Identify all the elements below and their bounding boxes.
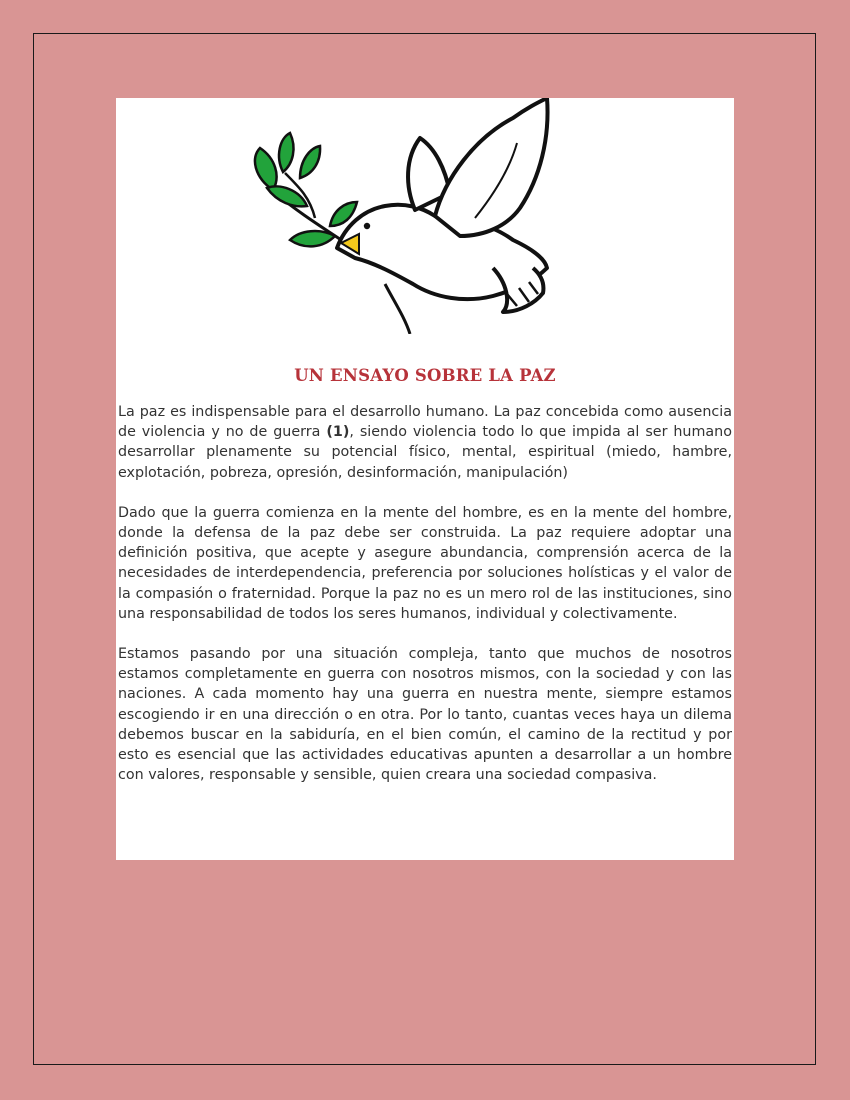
paragraph-2: Dado que la guerra comienza en la mente del hombre, es en la mente del hombre, donde la defensa de la paz debe ser construida. La paz requiere adoptar una definición positiva, que acepte y asegure abundancia, comprensión acerca de la necesidades de interdependencia, preferencia por soluciones holísticas y el valor de la compasión o fraternidad. Porque la paz no es un mero rol de las instituciones, sino una responsabilidad de todos los seres humanos, individual y colectivamente. <box>118 504 732 622</box>
paragraph-1-text-after: , siendo violencia todo lo que impida al ser humano desarrollar plenamente su potencial físico, mental, espiritual (miedo, hambre, explotación, pobreza, opresión, desinformación, manipulación) <box>118 424 732 481</box>
dove-with-olive-branch-icon <box>245 98 605 334</box>
content-box <box>116 98 734 860</box>
page-title: UN ENSAYO SOBRE LA PAZ <box>294 366 556 385</box>
citation-reference: (1) <box>326 424 350 441</box>
paragraph-1-text-before: La paz es indispensable para el desarrollo humano. La paz concebida como ausencia de violencia y no de guerra <box>118 404 732 441</box>
paragraph-3: Estamos pasando por una situación compleja, tanto que muchos de nosotros estamos completamente en guerra con nosotros mismos, con la sociedad y con las naciones. A cada momento hay una guerra en nuestra mente, siempre estamos escogiendo ir en una dirección o en otra. Por lo tanto, cuantas veces haya un dilema debemos buscar en la sabiduría, en el bien común, el camino de la rectitud y por esto es esencial que las actividades educativas apunten a desarrollar a un hombre con valores, responsable y sensible, quien creara una sociedad compasiva. <box>118 646 732 784</box>
paragraph-1 <box>118 402 732 483</box>
